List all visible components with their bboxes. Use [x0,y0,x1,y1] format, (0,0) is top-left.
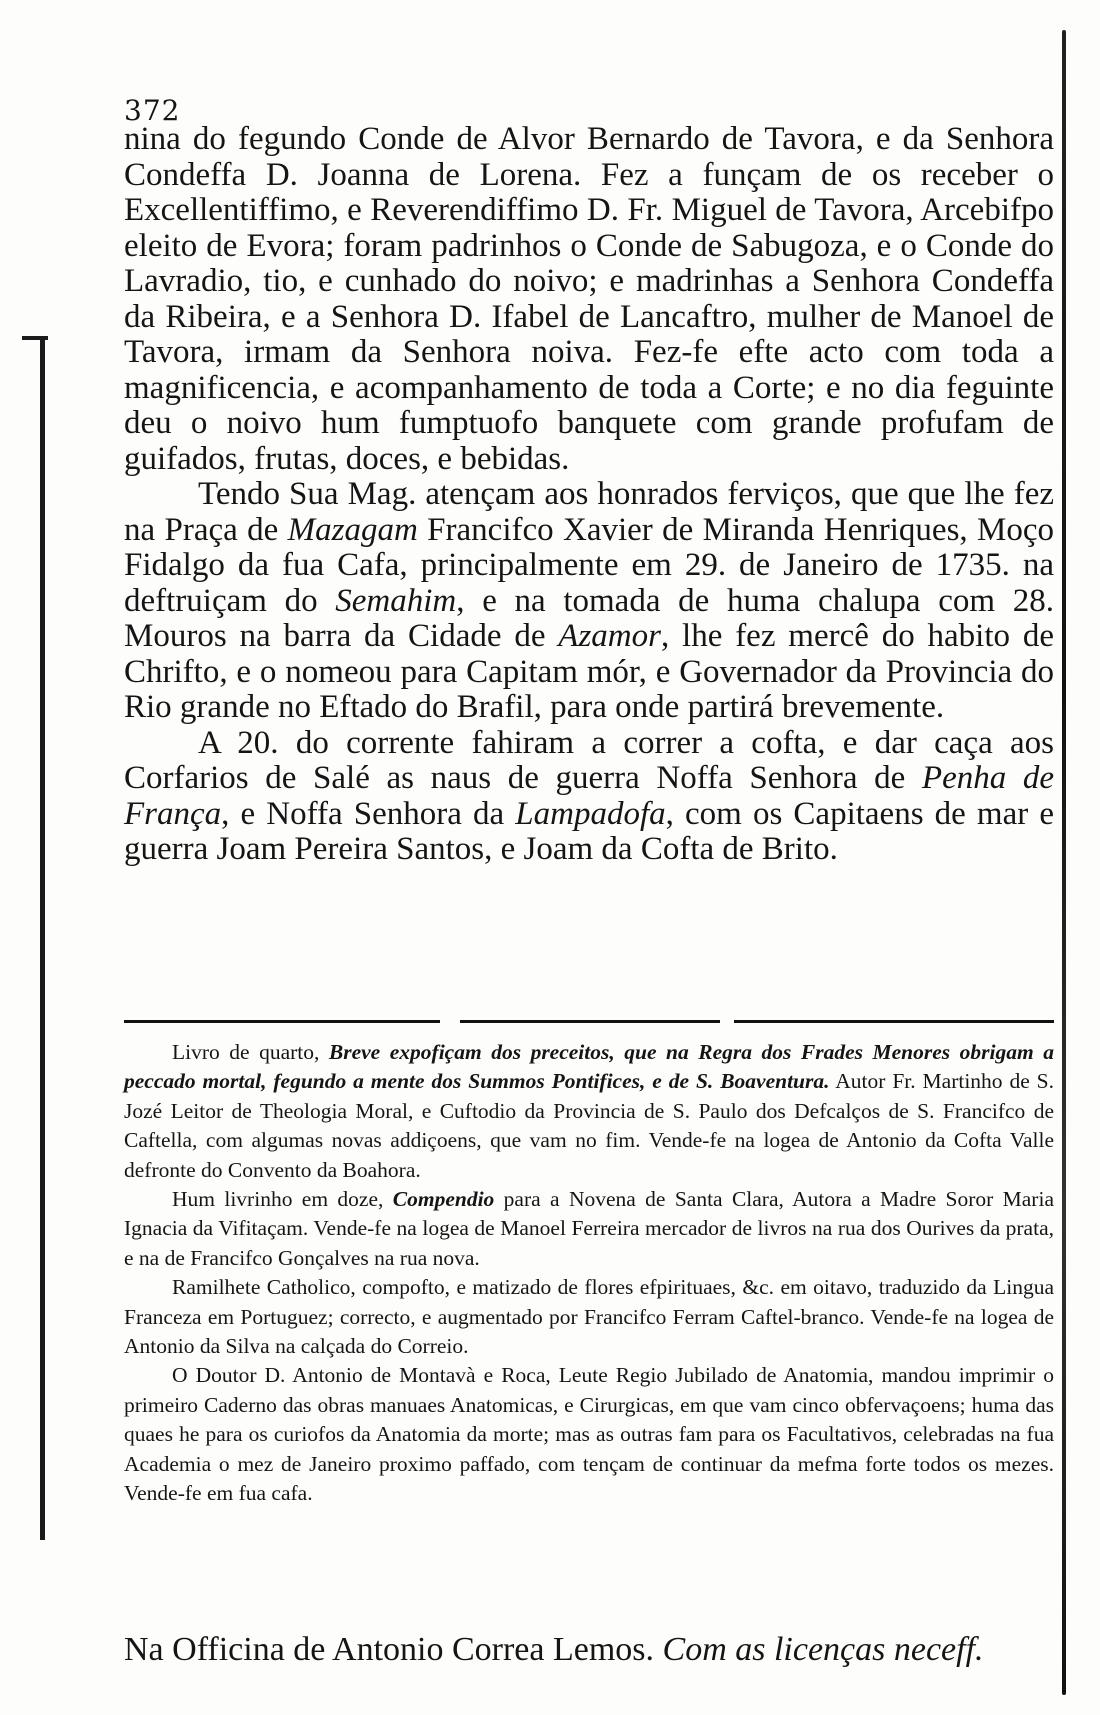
italic-place-name: Semahim [335,582,457,619]
scan-binding-edge-left [40,340,45,1540]
article-paragraph [124,726,1054,868]
imprint-printer: Na Officina de Antonio Correa Lemos. [124,1631,655,1668]
paragraph-text: , e Noffa Senhora da [221,795,516,832]
page-number: 372 [124,94,181,127]
book-notices [124,1038,1054,1509]
article-paragraph [124,122,1054,477]
book-notice [124,1038,1054,1185]
italic-place-name: Mazagam [287,511,418,548]
book-notice [124,1273,1054,1361]
notice-text: para a Novena de Santa Clara, Autora a Madre Soror Maria Ignacia da Vifitaçam. Vende-fe na logea de Manoel Ferreira mercador de livros na rua dos Ourives da prata, e na de Francifco Gonçalves na rua nova. [124,1187,1054,1270]
notice-text: Livro de quarto, [172,1040,329,1064]
paragraph-text: , com os Capitaens de mar e guerra Joam Pereira Santos, e Joam da Cofta de Brito. [124,795,1055,867]
book-title: Compendio [392,1187,495,1212]
imprint-licences: Com as licenças neceff. [662,1631,984,1668]
paragraph-text: nina do fegundo Conde de Alvor Bernardo de Tavora, e da Senhora Condeffa D. Joanna de Lorena. Fez a funçam de os receber o Excellentiffimo, e Reverendiffimo D. Fr. Miguel de Tavora, Arcebifpo eleito de Evora; foram padrinhos o Conde de Sabugoza, e o Conde do Lavradio, tio, e cunhado do noivo; e madrinhas a Senhora Condeffa da Ribeira, e a Senhora D. Ifabel de Lancaftro, mulher de Manoel de Tavora, irmam da Senhora noiva. Fez-fe efte acto com toda a magnificencia, e acompanhamento de toda a Corte; e no dia feguinte deu o noivo hum fumptuofo banquete com grande profufam de guifados, frutas, doces, e bebidas. [124,121,1054,477]
paragraph-text: A 20. do corrente fahiram a correr a cofta, e dar caça aos Corfarios de Salé as naus de guerra Noffa Senhora de [124,724,1054,796]
notice-text: Autor Fr. Martinho de S. Jozé Leitor de Theologia Moral, e Cuftodio da Provincia de S. Paulo dos Defcalços de S. Francifco de Caftella, com algumas novas addiçoens, que vam no fim. Vende-fe na logea de Antonio da Cofta Valle defronte do Convento da Boahora. [124,1069,1055,1182]
book-notice [124,1185,1054,1273]
book-notice [124,1361,1054,1508]
italic-place-name: Lampadofa [515,795,666,832]
paragraph-text: , e na tomada de huma chalupa com 28. Mouros na barra da Cidade de [124,582,1054,654]
divider-gap [720,1016,734,1024]
printer-imprint [124,1630,1054,1670]
scan-page-edge-right [1062,30,1066,1695]
paragraph-text: Tendo Sua Mag. atençam aos honrados ferviços, que que lhe fez na Praça de [124,476,1054,548]
italic-place-name: Penha de França [124,760,1055,832]
main-article [124,122,1054,868]
paragraph-text: , lhe fez mercê do habito de Chrifto, e o nomeou para Capitam mór, e Governador da Provincia do Rio grande no Eftado do Brafil, para onde partirá brevemente. [124,618,1054,725]
notice-text: Ramilhete Catholico, compofto, e matizado de flores efpirituaes, &c. em oitavo, traduzido da Lingua Franceza em Portuguez; correcto, e augmentado por Francifco Ferram Caftel-branco. Vende-fe na logea de Antonio da Silva na calçada do Correio. [124,1275,1054,1359]
italic-place-name: Azamor [558,618,661,654]
book-title: Breve expofiçam dos preceitos, que na Regra dos Frades Menores obrigam a peccado mortal, fegundo a mente dos Summos Pontifices, e de S. Boaventura. [124,1040,1054,1094]
notice-text: O Doutor D. Antonio de Montavà e Roca, Leute Regio Jubilado de Anatomia, mandou imprimir o primeiro Caderno das obras manuaes Anatomicas, e Cirurgicas, em que vam cinco obfervaçoens; huma das quaes he para os curiofos da Anatomia da morte; mas as outras fam para os Facultativos, celebradas na fua Academia o mez de Janeiro proximo paffado, com tençam de continuar da mefma forte todos os mezes. Vende-fe em fua cafa. [124,1363,1054,1506]
section-divider [124,1020,1054,1023]
article-paragraph [124,477,1054,726]
divider-gap [440,1016,460,1024]
paragraph-text: Francifco Xavier de Miranda Henriques, Moço Fidalgo da fua Cafa, principalmente em 29. de Janeiro de 1735. na deftruiçam do [124,511,1055,619]
notice-text: Hum livrinho em doze, [172,1187,393,1212]
